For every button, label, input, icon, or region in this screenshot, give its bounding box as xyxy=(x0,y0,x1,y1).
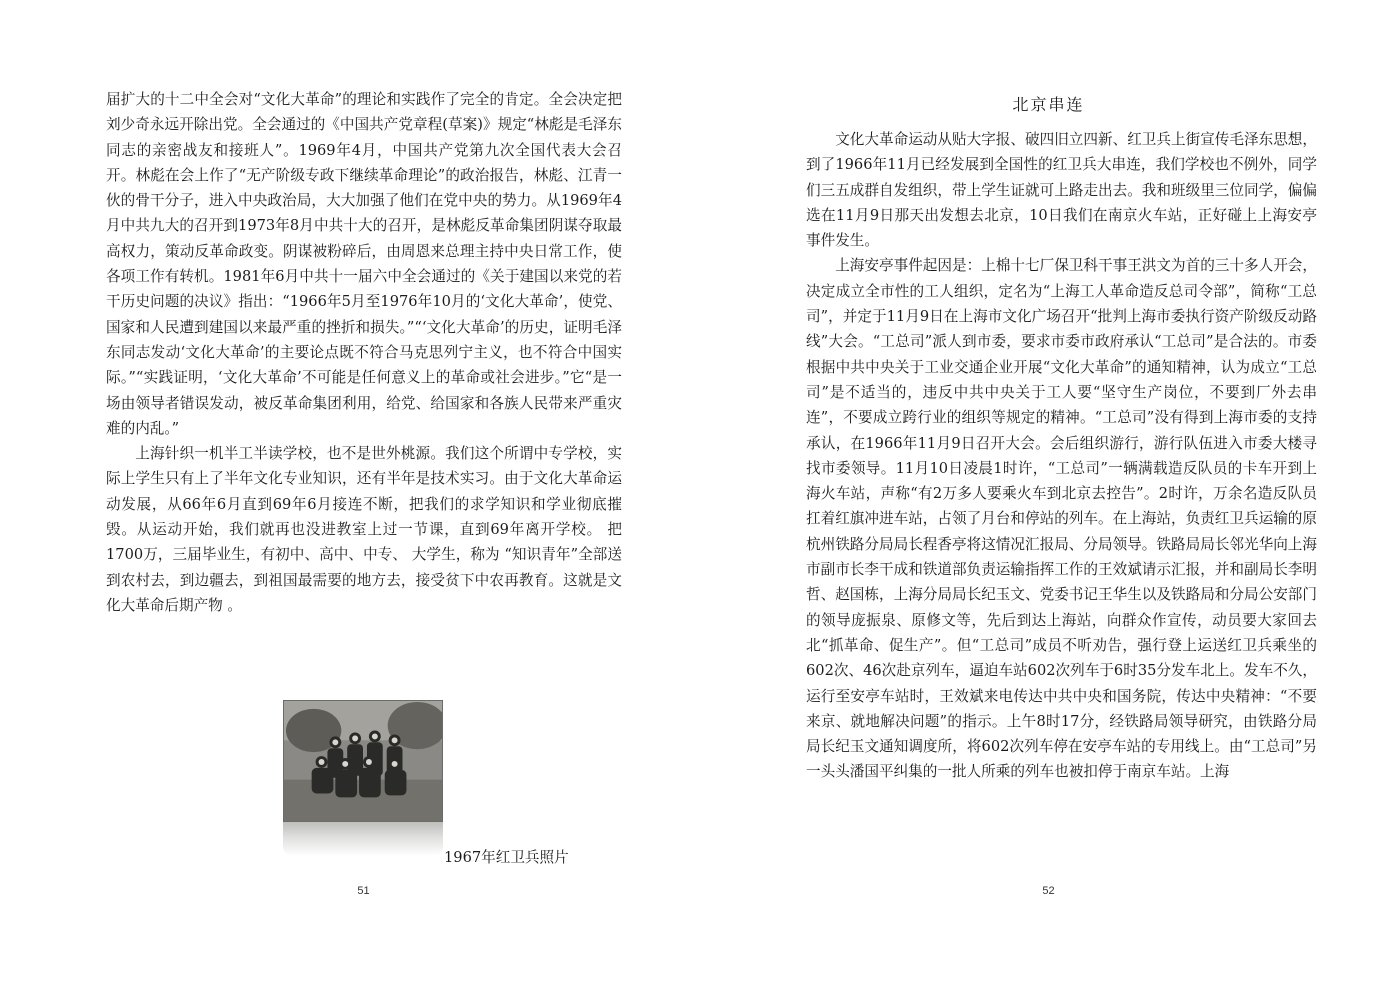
left-body-text xyxy=(106,87,622,618)
left-paragraph-2: 上海针织一机半工半读学校，也不是世外桃源。我们这个所谓中专学校，实际上学生只有上了半年文化专业知识，还有半年是技术实习。由于文化大革命运动发展，从66年6月直到69年6月接连不断，把我们的求学知识和学业彻底摧毁。从运动开始，我们就再也没进教室上过一节课，直到69年离开学校。 把1700万，三届毕业生，有初中、高中、中专、 大学生，称为 “知识青年”全部送到农村去，到边疆去，到祖国最需要的地方去，接受贫下中农再教育。这就是文化大革命后期产物 。 xyxy=(106,445,622,614)
left-paragraph-1: 届扩大的十二中全会对“文化大革命”的理论和实践作了完全的肯定。全会决定把刘少奇永远开除出党。全会通过的《中国共产党章程(草案)》规定“林彪是毛泽东同志的亲密战友和接班人”。1969年4月，中国共产党第九次全国代表大会召开。林彪在会上作了“无产阶级专政下继续革命理论”的政治报告，林彪、江青一伙的骨干分子，进入中央政治局，大大加强了他们在党中央的势力。从1969年4月中共九大的召开到1973年8月中共十大的召开，是林彪反革命集团阴谋夺取最高权力，策动反革命政变。阴谋被粉碎后，由周恩来总理主持中央日常工作，使各项工作有转机。1981年6月中共十一届六中全会通过的《关于建国以来党的若干历史问题的决议》指出：“1966年5月至1976年10月的‘文化大革命’，使党、国家和人民遭到建国以来最严重的挫折和损失。”“‘文化大革命’的历史，证明毛泽东同志发动‘文化大革命’的主要论点既不符合马克思列宁主义，也不符合中国实际。”“实践证明，‘文化大革命’不可能是任何意义上的革命或社会进步。”它“是一场由领导者错误发动，被反革命集团利用，给党、给国家和各族人民带来严重灾难的内乱。” xyxy=(106,91,622,437)
right-body-text xyxy=(806,127,1317,785)
right-paragraph-2: 上海安亭事件起因是：上棉十七厂保卫科干事王洪文为首的三十多人开会，决定成立全市性的工人组织，定名为“上海工人革命造反总司令部”，简称“工总司”，并定于11月9日在上海市文化广场召开“批判上海市委执行资产阶级反动路线”大会。“工总司”派人到市委，要求市委市政府承认“工总司”是合法的。市委根据中共中央关于工业交通企业开展“文化大革命”的通知精神，认为成立“工总司”是不适当的，违反中共中央关于工人要“坚守生产岗位，不要到厂外去串连”，不要成立跨行业的组织等规定的精神。“工总司”没有得到上海市委的支持承认，在1966年11月9日召开大会。会后组织游行，游行队伍进入市委大楼寻找市委领导。11月10日凌晨1时许，“工总司”一辆满载造反队员的卡车开到上海火车站，声称“有2万多人要乘火车到北京去控告”。2时许，万余名造反队员扛着红旗冲进车站，占领了月台和停站的列车。在上海站，负责红卫兵运输的原杭州铁路分局局长程香亭将这情况汇报局、分局领导。铁路局局长邻光华向上海市副市长李干成和铁道部负责运输指挥工作的王效斌请示汇报，并和副局长李明哲、赵国栋，上海分局局长纪玉文、党委书记王华生以及铁路局和分局公安部门的领导庞振泉、原修文等，先后到达上海站，向群众作宣传，动员要大家回去北“抓革命、促生产”。但“工总司”成员不听劝告，强行登上运送红卫兵乘坐的602次、46次赴京列车，逼迫车站602次列车于6时35分发车北上。发车不久，运行至安亭车站时，王效斌来电传达中共中央和国务院，传达中央精神：“不要来京、就地解决问题”的指示。上午8时17分，经铁路局领导研究，由铁路分局局长纪玉文通知调度所，将602次列车停在安亭车站的专用线上。由“工总司”另一头头潘国平纠集的一批人所乘的列车也被扣停于南京车站。上海 xyxy=(806,257,1317,781)
photo-caption: 1967年红卫兵照片 xyxy=(444,849,569,866)
right-paragraph-1: 文化大革命运动从贴大字报、破四旧立四新、红卫兵上街宣传毛泽东思想，到了1966年11月已经发展到全国性的红卫兵大串连，我们学校也不例外，同学们三五成群自发组织，带上学生证就可上路走出去。我和班级里三位同学，偏偏选在11月9日那天出发想去北京，10日我们在南京火车站，正好碰上上海安亭事件发生。 xyxy=(806,131,1317,250)
page-number-left: 51 xyxy=(357,885,370,897)
red-guard-photo xyxy=(283,700,443,822)
page-number-right: 52 xyxy=(1042,885,1055,897)
right-page xyxy=(699,0,1398,982)
section-title: 北京串连 xyxy=(1012,95,1085,114)
photo-reflection xyxy=(283,822,443,856)
